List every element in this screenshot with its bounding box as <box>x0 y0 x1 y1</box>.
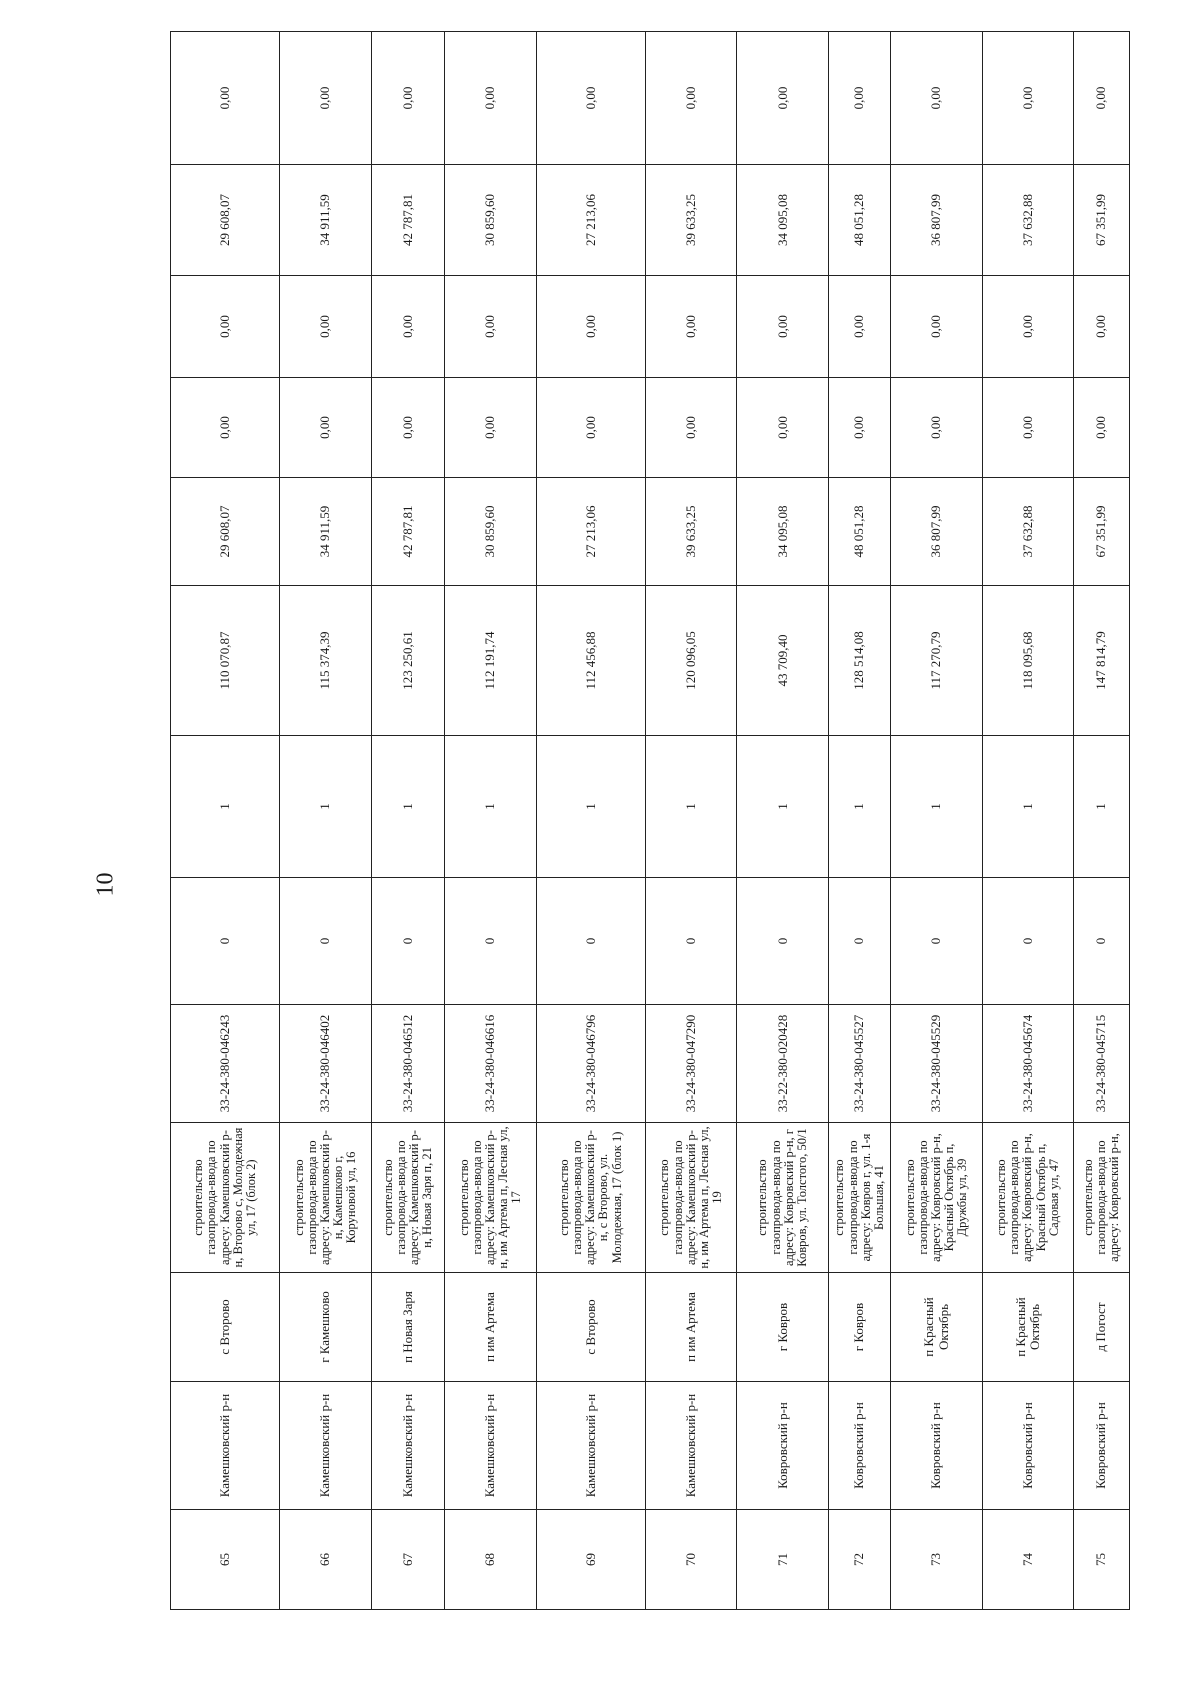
amount-cell: 112 456,88 <box>536 586 645 736</box>
work-description-cell: строительство газопровода-ввода по адресу: Камешковский р-н, Второво с, Молодежная ул, 17 (блок 2) <box>171 1123 280 1273</box>
amount-cell: 0,00 <box>982 32 1073 165</box>
work-description-cell: строительство газопровода-ввода по адресу: Камешковский р-н, Камешково г, Коруновой ул, 16 <box>280 1123 371 1273</box>
amount-cell: 0,00 <box>737 378 828 478</box>
amount-cell: 39 633,25 <box>646 478 737 586</box>
amount-cell: 128 514,08 <box>828 586 890 736</box>
amount-cell: 0,00 <box>891 276 982 378</box>
district-cell: Камешковский р-н <box>280 1382 371 1510</box>
value-cell: 0 <box>828 878 890 1005</box>
row-number: 65 <box>171 1510 280 1610</box>
amount-cell: 34 095,08 <box>737 478 828 586</box>
table-row <box>982 32 1073 1610</box>
table-row <box>280 32 371 1610</box>
amount-cell: 0,00 <box>371 378 445 478</box>
amount-cell: 118 095,68 <box>982 586 1073 736</box>
table-row <box>1074 32 1130 1610</box>
table-body <box>171 32 1130 1610</box>
object-code-cell: 33-24-380-046402 <box>280 1005 371 1123</box>
work-description-cell: строительство газопровода-ввода по адресу: Ковров г, ул. 1-я Большая, 41 <box>828 1123 890 1273</box>
value-cell: 1 <box>445 736 536 878</box>
amount-cell: 37 632,88 <box>982 165 1073 276</box>
amount-cell: 123 250,61 <box>371 586 445 736</box>
amount-cell: 42 787,81 <box>371 165 445 276</box>
amount-cell: 0,00 <box>280 276 371 378</box>
amount-cell: 0,00 <box>737 32 828 165</box>
object-code-cell: 33-24-380-045674 <box>982 1005 1073 1123</box>
amount-cell: 0,00 <box>171 276 280 378</box>
row-number: 68 <box>445 1510 536 1610</box>
value-cell: 1 <box>371 736 445 878</box>
locality-cell: д Погост <box>1074 1273 1130 1382</box>
locality-cell: п Красный Октябрь <box>891 1273 982 1382</box>
value-cell: 0 <box>737 878 828 1005</box>
object-code-cell: 33-24-380-046796 <box>536 1005 645 1123</box>
value-cell: 1 <box>646 736 737 878</box>
object-code-cell: 33-24-380-046243 <box>171 1005 280 1123</box>
table-row <box>536 32 645 1610</box>
amount-cell: 27 213,06 <box>536 478 645 586</box>
locality-cell: г Ковров <box>737 1273 828 1382</box>
object-code-cell: 33-24-380-045527 <box>828 1005 890 1123</box>
work-description-cell: строительство газопровода-ввода по адресу: Камешковский р-н, с Второво, ул. Молодежная, 17 (блок 1) <box>536 1123 645 1273</box>
amount-cell: 0,00 <box>646 276 737 378</box>
amount-cell: 30 859,60 <box>445 478 536 586</box>
amount-cell: 112 191,74 <box>445 586 536 736</box>
row-number: 70 <box>646 1510 737 1610</box>
district-cell: Камешковский р-н <box>371 1382 445 1510</box>
locality-cell: г Камешково <box>280 1273 371 1382</box>
amount-cell: 0,00 <box>1074 378 1130 478</box>
row-number: 71 <box>737 1510 828 1610</box>
work-description-cell: строительство газопровода-ввода по адресу: Камешковский р-н, им Артема п, Лесная ул, 19 <box>646 1123 737 1273</box>
amount-cell: 0,00 <box>891 32 982 165</box>
value-cell: 1 <box>171 736 280 878</box>
amount-cell: 0,00 <box>982 378 1073 478</box>
row-number: 69 <box>536 1510 645 1610</box>
amount-cell: 67 351,99 <box>1074 478 1130 586</box>
amount-cell: 0,00 <box>828 32 890 165</box>
value-cell: 0 <box>536 878 645 1005</box>
row-number: 72 <box>828 1510 890 1610</box>
amount-cell: 0,00 <box>371 276 445 378</box>
object-code-cell: 33-24-380-047290 <box>646 1005 737 1123</box>
amount-cell: 0,00 <box>445 378 536 478</box>
amount-cell: 34 095,08 <box>737 165 828 276</box>
object-code-cell: 33-24-380-046616 <box>445 1005 536 1123</box>
amount-cell: 0,00 <box>536 276 645 378</box>
work-description-cell: строительство газопровода-ввода по адресу: Ковровский р-н, г Ковров, ул. Толстого, 50/1 <box>737 1123 828 1273</box>
amount-cell: 0,00 <box>982 276 1073 378</box>
district-cell: Ковровский р-н <box>828 1382 890 1510</box>
value-cell: 0 <box>646 878 737 1005</box>
amount-cell: 117 270,79 <box>891 586 982 736</box>
work-description-cell: строительство газопровода-ввода по адресу: Ковровский р-н, Красный Октябрь п, Дружбы ул, 39 <box>891 1123 982 1273</box>
value-cell: 0 <box>445 878 536 1005</box>
amount-cell: 0,00 <box>445 32 536 165</box>
value-cell: 1 <box>982 736 1073 878</box>
object-code-cell: 33-24-380-045529 <box>891 1005 982 1123</box>
amount-cell: 36 807,99 <box>891 165 982 276</box>
row-number: 66 <box>280 1510 371 1610</box>
amount-cell: 0,00 <box>171 378 280 478</box>
table-row <box>891 32 982 1610</box>
work-description-cell: строительство газопровода-ввода по адресу: Камешковский р-н, Новая Заря п, 21 <box>371 1123 445 1273</box>
amount-cell: 0,00 <box>536 378 645 478</box>
amount-cell: 115 374,39 <box>280 586 371 736</box>
amount-cell: 29 608,07 <box>171 165 280 276</box>
value-cell: 1 <box>280 736 371 878</box>
object-code-cell: 33-24-380-045715 <box>1074 1005 1130 1123</box>
locality-cell: п Красный Октябрь <box>982 1273 1073 1382</box>
amount-cell: 29 608,07 <box>171 478 280 586</box>
district-cell: Ковровский р-н <box>891 1382 982 1510</box>
amount-cell: 48 051,28 <box>828 478 890 586</box>
value-cell: 1 <box>1074 736 1130 878</box>
locality-cell: п им Артема <box>646 1273 737 1382</box>
amount-cell: 0,00 <box>891 378 982 478</box>
district-cell: Камешковский р-н <box>445 1382 536 1510</box>
register-table-rotated <box>170 86 1130 1610</box>
page-number: 10 <box>92 872 119 897</box>
amount-cell: 34 911,59 <box>280 165 371 276</box>
amount-cell: 42 787,81 <box>371 478 445 586</box>
amount-cell: 67 351,99 <box>1074 165 1130 276</box>
amount-cell: 0,00 <box>445 276 536 378</box>
locality-cell: г Ковров <box>828 1273 890 1382</box>
value-cell: 0 <box>982 878 1073 1005</box>
amount-cell: 0,00 <box>646 378 737 478</box>
value-cell: 1 <box>891 736 982 878</box>
object-code-cell: 33-22-380-020428 <box>737 1005 828 1123</box>
value-cell: 1 <box>536 736 645 878</box>
table-row <box>371 32 445 1610</box>
district-cell: Ковровский р-н <box>982 1382 1073 1510</box>
table-row <box>445 32 536 1610</box>
register-table-frame <box>170 86 1130 1610</box>
amount-cell: 0,00 <box>171 32 280 165</box>
table-row <box>646 32 737 1610</box>
amount-cell: 30 859,60 <box>445 165 536 276</box>
amount-cell: 120 096,05 <box>646 586 737 736</box>
amount-cell: 37 632,88 <box>982 478 1073 586</box>
amount-cell: 34 911,59 <box>280 478 371 586</box>
value-cell: 0 <box>891 878 982 1005</box>
value-cell: 1 <box>828 736 890 878</box>
amount-cell: 0,00 <box>828 276 890 378</box>
amount-cell: 0,00 <box>737 276 828 378</box>
amount-cell: 39 633,25 <box>646 165 737 276</box>
row-number: 73 <box>891 1510 982 1610</box>
amount-cell: 110 070,87 <box>171 586 280 736</box>
district-cell: Камешковский р-н <box>171 1382 280 1510</box>
amount-cell: 0,00 <box>280 378 371 478</box>
locality-cell: п им Артема <box>445 1273 536 1382</box>
row-number: 74 <box>982 1510 1073 1610</box>
amount-cell: 48 051,28 <box>828 165 890 276</box>
amount-cell: 43 709,40 <box>737 586 828 736</box>
register-table <box>170 31 1130 1610</box>
amount-cell: 0,00 <box>646 32 737 165</box>
locality-cell: с Второво <box>171 1273 280 1382</box>
district-cell: Камешковский р-н <box>536 1382 645 1510</box>
row-number: 75 <box>1074 1510 1130 1610</box>
amount-cell: 0,00 <box>536 32 645 165</box>
amount-cell: 0,00 <box>828 378 890 478</box>
value-cell: 0 <box>371 878 445 1005</box>
district-cell: Камешковский р-н <box>646 1382 737 1510</box>
amount-cell: 0,00 <box>280 32 371 165</box>
row-number: 67 <box>371 1510 445 1610</box>
locality-cell: п Новая Заря <box>371 1273 445 1382</box>
district-cell: Ковровский р-н <box>1074 1382 1130 1510</box>
amount-cell: 0,00 <box>1074 32 1130 165</box>
object-code-cell: 33-24-380-046512 <box>371 1005 445 1123</box>
value-cell: 1 <box>737 736 828 878</box>
table-row <box>828 32 890 1610</box>
amount-cell: 27 213,06 <box>536 165 645 276</box>
work-description-cell: строительство газопровода-ввода по адресу: Камешковский р-н, им Артема п, Лесная ул, 17 <box>445 1123 536 1273</box>
district-cell: Ковровский р-н <box>737 1382 828 1510</box>
locality-cell: с Второво <box>536 1273 645 1382</box>
table-row <box>737 32 828 1610</box>
amount-cell: 0,00 <box>1074 276 1130 378</box>
work-description-cell: строительство газопровода-ввода по адресу: Ковровский р-н, Красный Октябрь п, Садовая ул, 47 <box>982 1123 1073 1273</box>
amount-cell: 0,00 <box>371 32 445 165</box>
work-description-cell: строительство газопровода-ввода по адресу: Ковровский р-н, <box>1074 1123 1130 1273</box>
amount-cell: 147 814,79 <box>1074 586 1130 736</box>
value-cell: 0 <box>280 878 371 1005</box>
amount-cell: 36 807,99 <box>891 478 982 586</box>
table-row <box>171 32 280 1610</box>
value-cell: 0 <box>171 878 280 1005</box>
value-cell: 0 <box>1074 878 1130 1005</box>
